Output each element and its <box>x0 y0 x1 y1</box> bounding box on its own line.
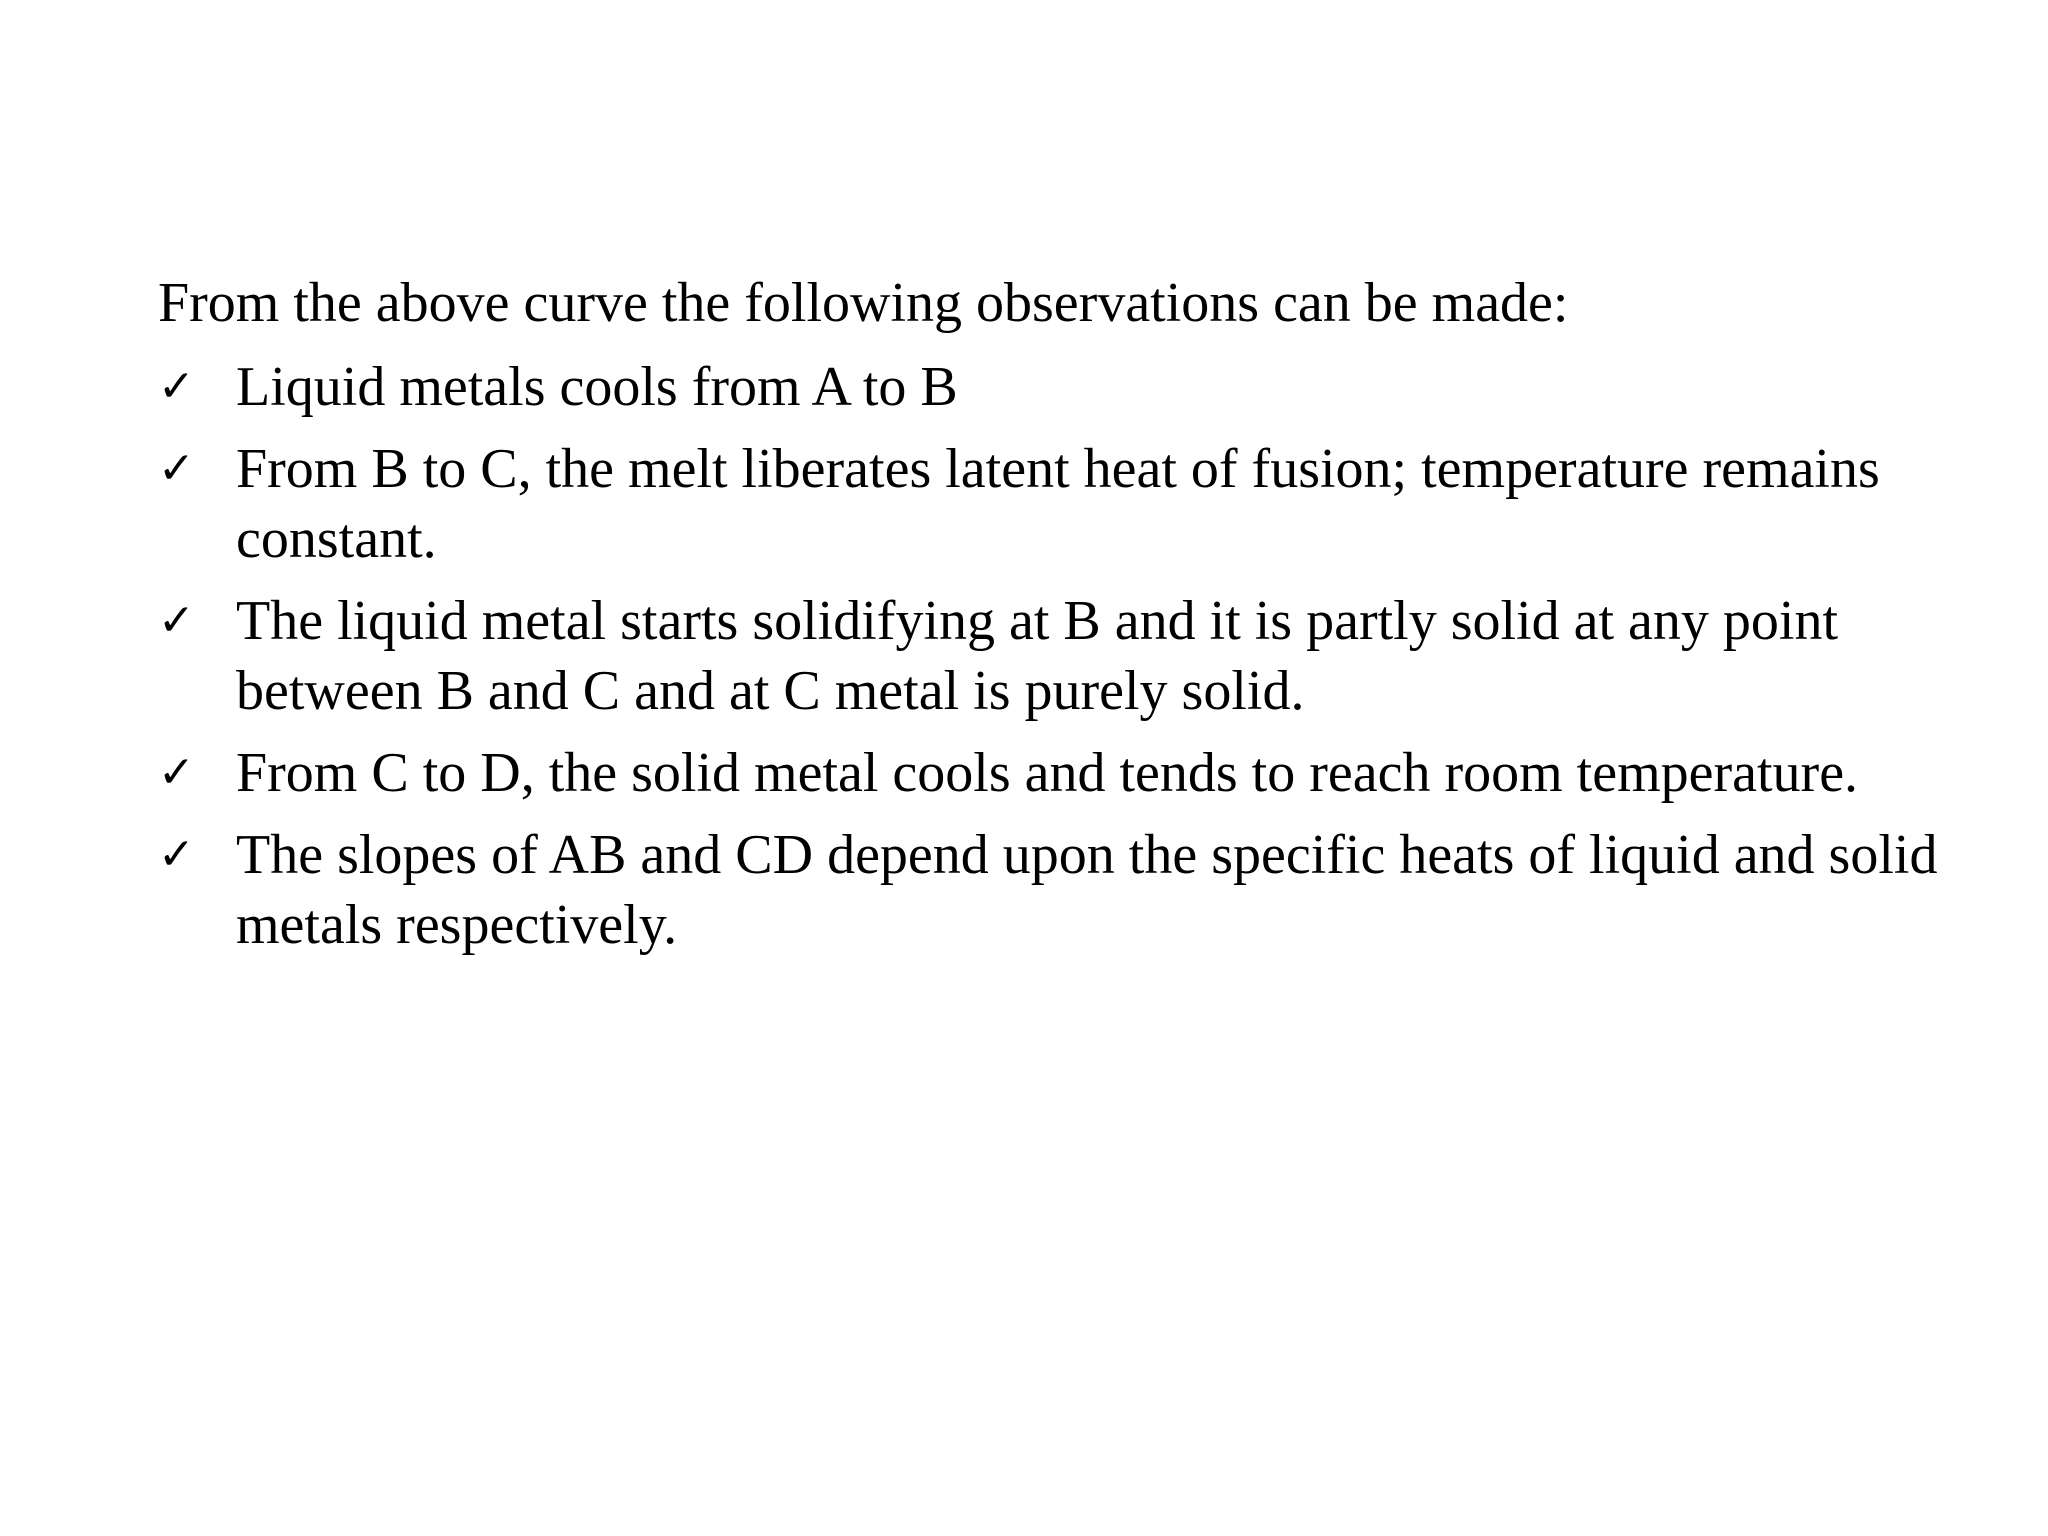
list-item <box>158 820 1938 960</box>
check-mark-icon: ✓ <box>158 361 195 412</box>
list-item-text: Liquid metals cools from A to B <box>236 356 958 418</box>
list-item <box>158 586 1938 726</box>
slide-content <box>158 268 1938 972</box>
list-item <box>158 434 1938 574</box>
list-item-text: The slopes of AB and CD depend upon the specific heats of liquid and solid metals respectively. <box>236 824 1938 956</box>
observation-list <box>158 352 1938 960</box>
list-item-text: From C to D, the solid metal cools and tends to reach room temperature. <box>236 742 1859 804</box>
intro-text: From the above curve the following observations can be made: <box>158 272 1569 334</box>
check-mark-icon: ✓ <box>158 747 195 798</box>
check-mark-icon: ✓ <box>158 443 195 494</box>
list-item-text: The liquid metal starts solidifying at B and it is partly solid at any point between B and C and at C metal is purely solid. <box>236 590 1839 722</box>
list-item <box>158 352 1938 422</box>
check-mark-icon: ✓ <box>158 829 195 880</box>
list-item <box>158 738 1938 808</box>
check-mark-icon: ✓ <box>158 595 195 646</box>
list-item-text: From B to C, the melt liberates latent heat of fusion; temperature remains constant. <box>236 438 1880 570</box>
